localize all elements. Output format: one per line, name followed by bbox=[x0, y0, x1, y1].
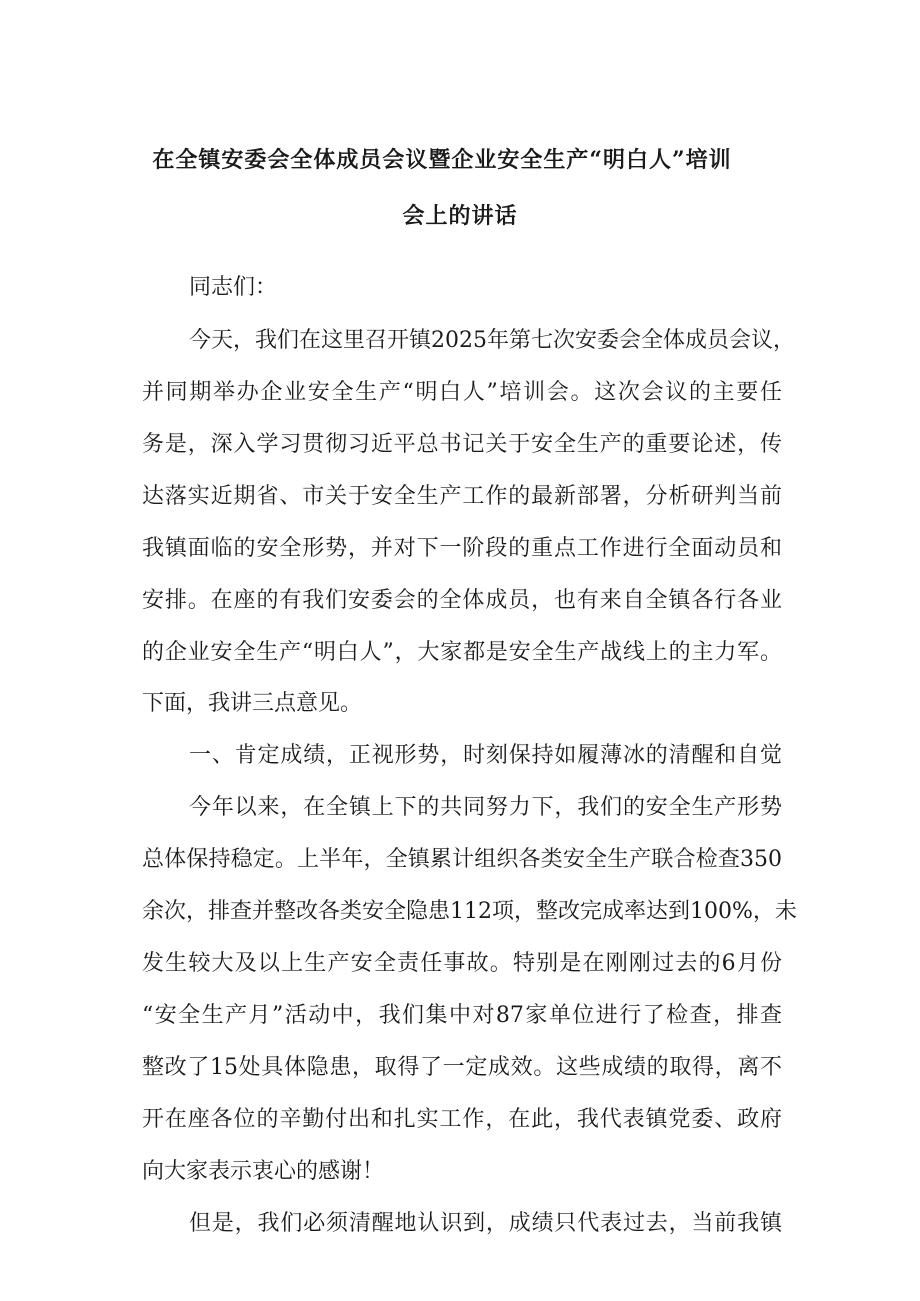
paragraph-line: “安全生产月”活动中，我们集中对87家单位进行了检查，排查 bbox=[142, 1003, 782, 1028]
greeting: 同志们： bbox=[189, 275, 278, 300]
paragraph-line: 向大家表示衷心的感谢！ bbox=[142, 1159, 385, 1184]
paragraph-line: 的企业安全生产“明白人”，大家都是安全生产战线上的主力军。 bbox=[142, 640, 782, 665]
speech-title-line-2: 会上的讲话 bbox=[402, 203, 518, 229]
speech-title-line-1: 在全镇安委会全体成员会议暨企业安全生产“明白人”培训 bbox=[152, 147, 732, 173]
paragraph-line: 安排。在座的有我们安委会的全体成员，也有来自全镇各行各业 bbox=[142, 588, 782, 613]
paragraph-line: 开在座各位的辛勤付出和扎实工作，在此，我代表镇党委、政府 bbox=[142, 1107, 782, 1132]
paragraph-line: 整改了15处具体隐患，取得了一定成效。这些成绩的取得，离不 bbox=[142, 1055, 782, 1080]
paragraph-line: 并同期举办企业安全生产“明白人”培训会。这次会议的主要任 bbox=[142, 380, 782, 405]
paragraph-line: 总体保持稳定。上半年，全镇累计组织各类安全生产联合检查350 bbox=[142, 847, 782, 872]
paragraph-line: 务是，深入学习贯彻习近平总书记关于安全生产的重要论述，传 bbox=[142, 432, 782, 457]
paragraph-line: 今年以来，在全镇上下的共同努力下，我们的安全生产形势 bbox=[189, 795, 782, 820]
paragraph-line: 今天，我们在这里召开镇2025年第七次安委会全体成员会议， bbox=[189, 328, 795, 353]
paragraph-line: 下面，我讲三点意见。 bbox=[142, 691, 363, 716]
paragraph-line: 我镇面临的安全形势，并对下一阶段的重点工作进行全面动员和 bbox=[142, 536, 782, 561]
paragraph-line: 达落实近期省、市关于安全生产工作的最新部署，分析研判当前 bbox=[142, 484, 782, 509]
section-heading: 一、肯定成绩，正视形势，时刻保持如履薄冰的清醒和自觉 bbox=[189, 743, 782, 768]
paragraph-line: 发生较大及以上生产安全责任事故。特别是在刚刚过去的6月份 bbox=[142, 951, 782, 976]
paragraph-line: 但是，我们必须清醒地认识到，成绩只代表过去，当前我镇 bbox=[189, 1211, 782, 1236]
paragraph-line: 余次，排查并整改各类安全隐患112项，整改完成率达到100%，未 bbox=[142, 899, 797, 924]
